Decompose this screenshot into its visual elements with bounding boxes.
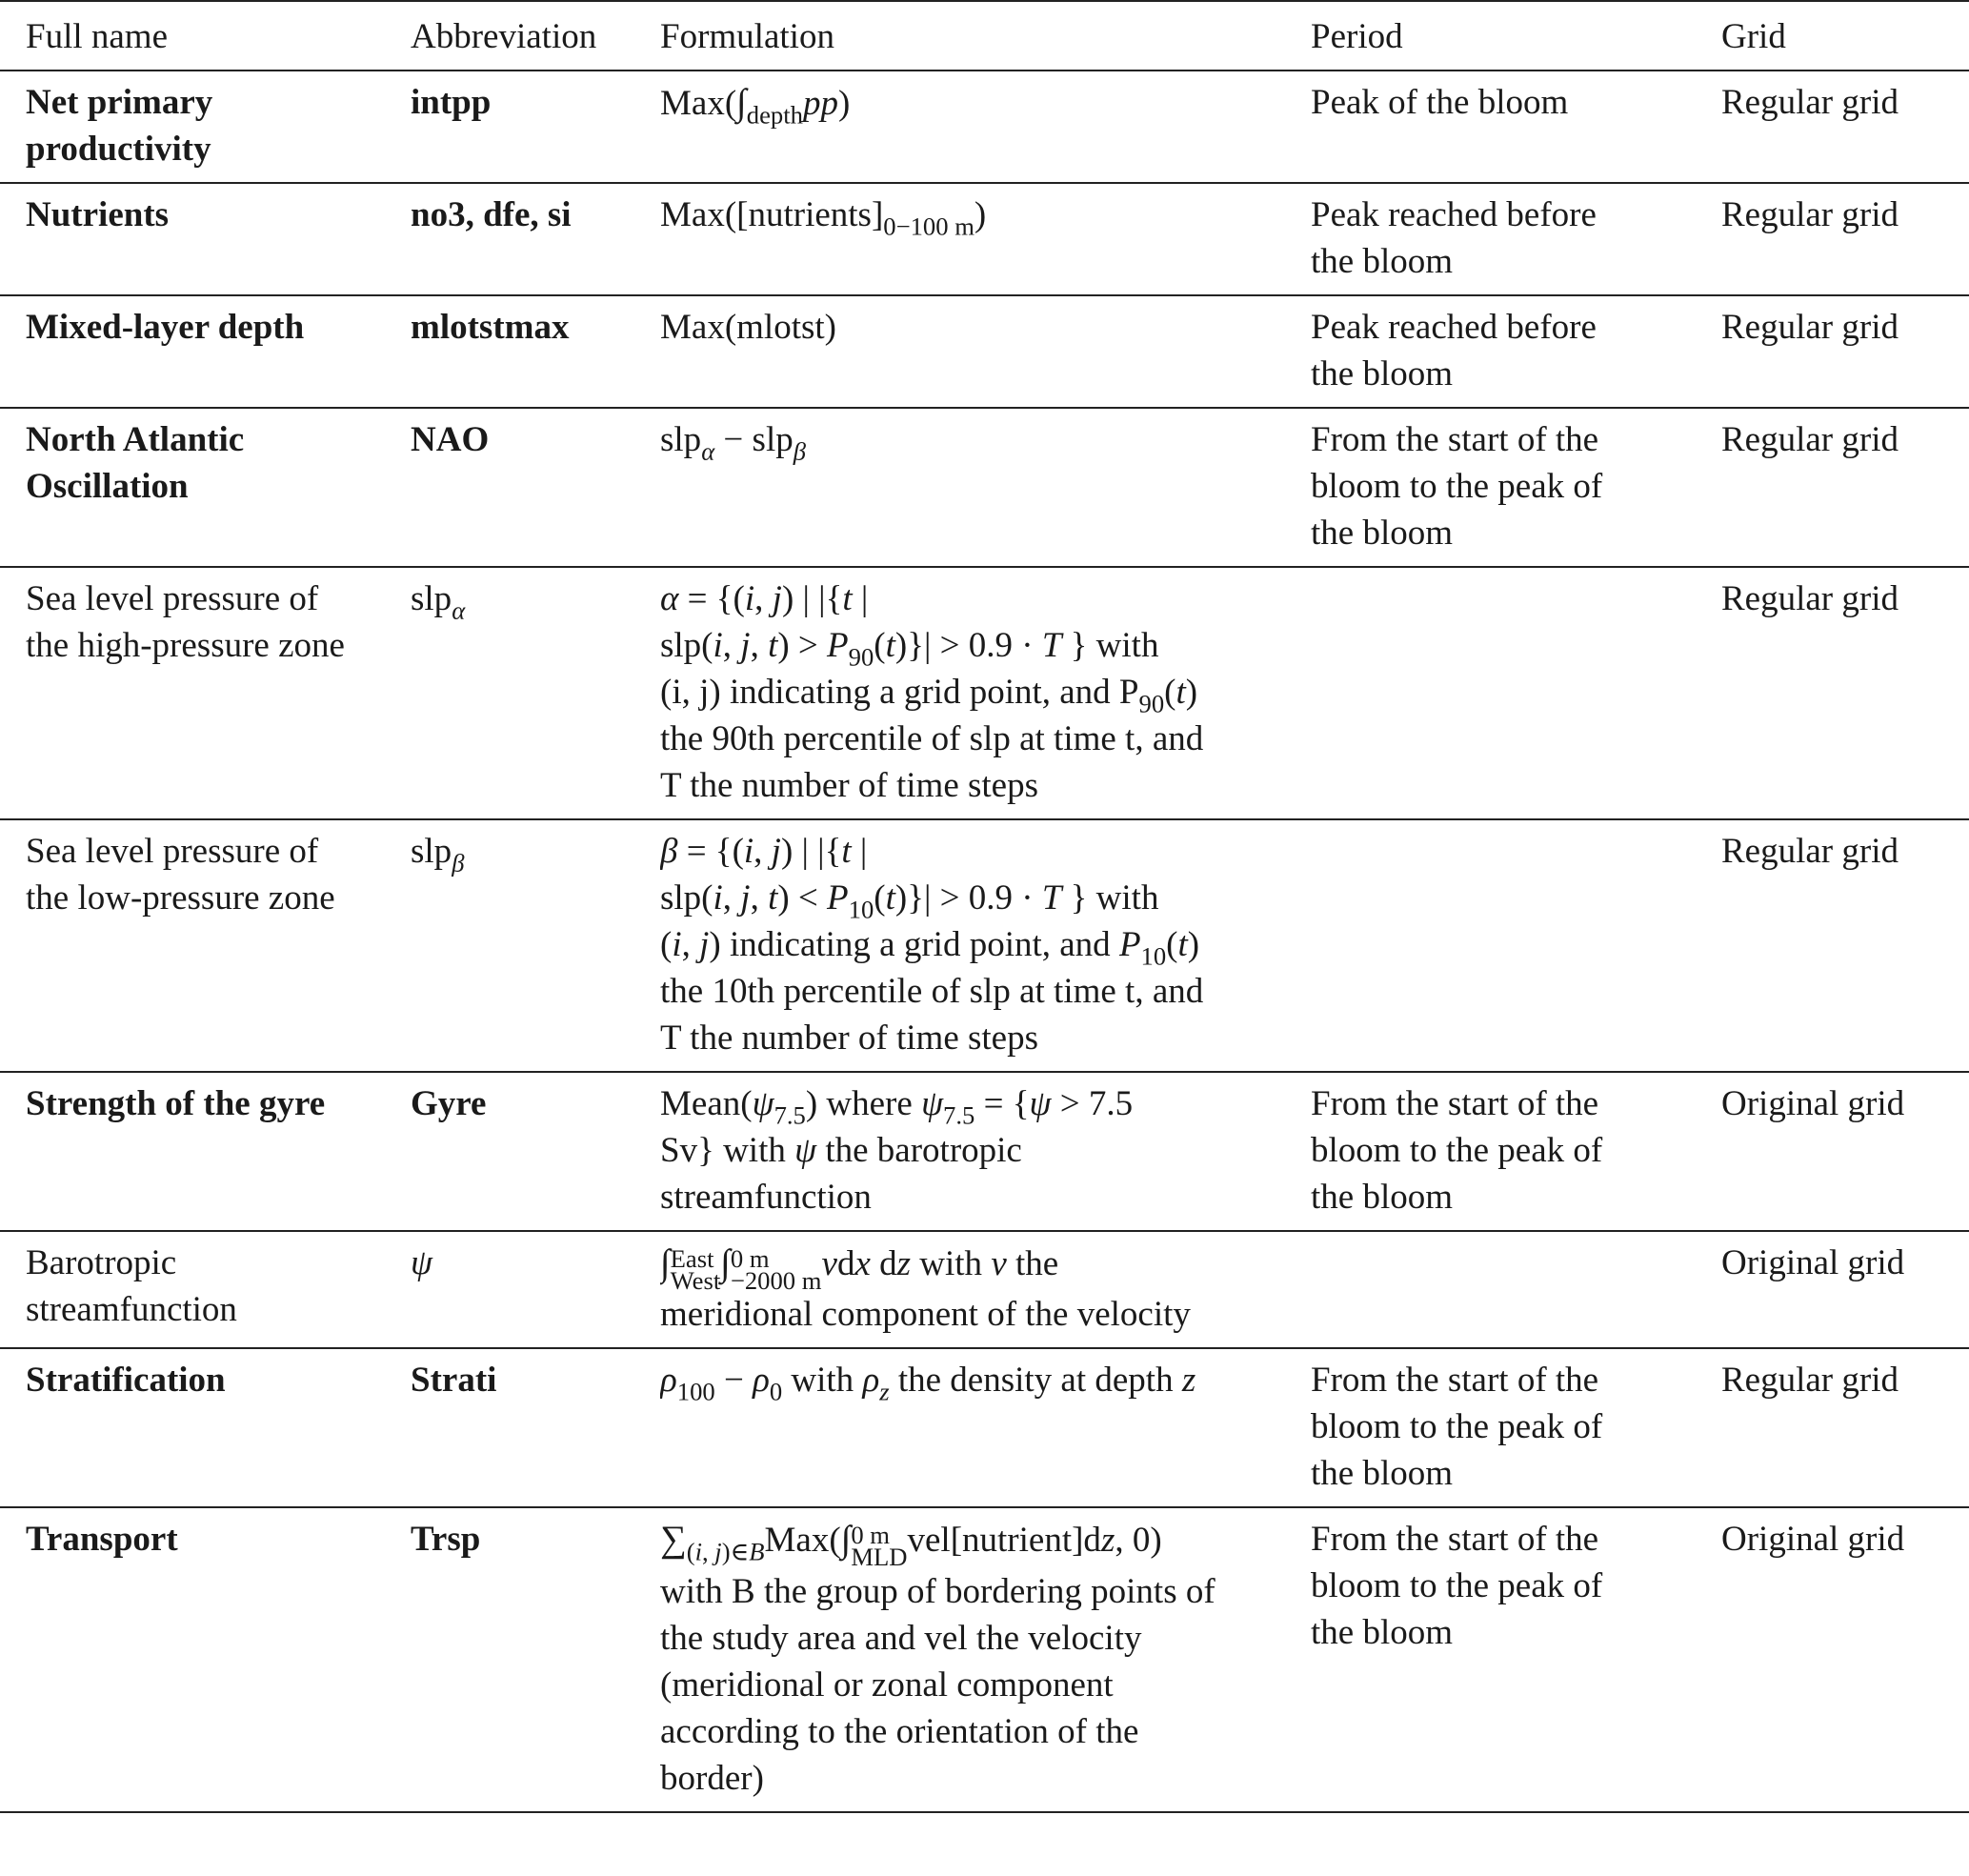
period-cell xyxy=(1311,819,1721,1072)
full-name-cell: North Atlantic Oscillation xyxy=(0,408,411,567)
table-row xyxy=(0,295,1969,408)
grid-cell: Regular grid xyxy=(1721,819,1969,1072)
period-cell: From the start of the bloom to the peak of the bloom xyxy=(1311,408,1721,567)
full-name-cell: Transport xyxy=(0,1507,411,1811)
full-name-cell: Net primary productivity xyxy=(0,71,411,183)
grid-cell: Regular grid xyxy=(1721,567,1969,819)
abbreviation-cell: slp$_\alpha$ xyxy=(411,567,660,819)
period-cell: Peak reached before the bloom xyxy=(1311,295,1721,408)
header-period: Period xyxy=(1311,1,1721,71)
full-name-cell: Barotropic streamfunction xyxy=(0,1231,411,1348)
table-row xyxy=(0,71,1969,183)
grid-cell: Regular grid xyxy=(1721,295,1969,408)
formulation-cell: $Mean(\psi_{7.5})$ where $\psi_{7.5} = \{\psi > 7.5$ Sv} with ψ the barotropic streamfunction xyxy=(660,1072,1311,1231)
grid-cell: Regular grid xyxy=(1721,408,1969,567)
table-row xyxy=(0,1348,1969,1507)
full-name-cell: Strength of the gyre xyxy=(0,1072,411,1231)
header-full-name: Full name xyxy=(0,1,411,71)
full-name-cell: Nutrients xyxy=(0,183,411,295)
table-row xyxy=(0,183,1969,295)
full-name-cell: Mixed-layer depth xyxy=(0,295,411,408)
formulation-cell: $Max([nutrients]_{0-100 m})$ xyxy=(660,183,1311,295)
period-cell: Peak reached before the bloom xyxy=(1311,183,1721,295)
period-cell: From the start of the bloom to the peak of the bloom xyxy=(1311,1507,1721,1811)
grid-cell: Original grid xyxy=(1721,1231,1969,1348)
header-abbreviation: Abbreviation xyxy=(411,1,660,71)
formulation-cell: Max(mlotst) xyxy=(660,295,1311,408)
table-row xyxy=(0,567,1969,819)
header-row xyxy=(0,1,1969,71)
period-cell: From the start of the bloom to the peak of the bloom xyxy=(1311,1072,1721,1231)
abbreviation-cell: NAO xyxy=(411,408,660,567)
formulation-cell: $\sum_{(i, j)\in B}Max(\int$ 0 m MLD vel[nutrient]dz, 0) with B the group of bordering points of the study area and vel the velocity (meridional or zonal component according to the orientation of the border) xyxy=(660,1507,1311,1811)
header-formulation: Formulation xyxy=(660,1,1311,71)
abbreviation-cell: slp$_\beta$ xyxy=(411,819,660,1072)
formulation-cell: slp$_\alpha$ − slp$_\beta$ xyxy=(660,408,1311,567)
abbreviation-cell: Strati xyxy=(411,1348,660,1507)
abbreviation-cell: mlotstmax xyxy=(411,295,660,408)
full-name-cell: Sea level pressure of the high-pressure zone xyxy=(0,567,411,819)
table-row xyxy=(0,1231,1969,1348)
formulation-cell: $Max(\int_{depth}pp)$ xyxy=(660,71,1311,183)
period-cell xyxy=(1311,1231,1721,1348)
abbreviation-cell: Gyre xyxy=(411,1072,660,1231)
formulation-cell: α = {(i, j) | |{t | slp(i, j, $t) > P_{90}(t)\}| > 0.9 \cdot T$ } with (i, j) indicating a grid point, and $P_{90}(t)$ the 90th percentile of slp at time t, and T the number of time steps xyxy=(660,567,1311,819)
header-grid: Grid xyxy=(1721,1,1969,71)
period-cell xyxy=(1311,567,1721,819)
grid-cell: Regular grid xyxy=(1721,71,1969,183)
period-cell: Peak of the bloom xyxy=(1311,71,1721,183)
table-row xyxy=(0,1507,1969,1811)
formulation-cell: β = {(i, j) | |{t | slp(i, j, $t) < P_{10}(t)\}| > 0.9 \cdot T$ } with (i, j) indicating a grid point, and $P_{10}(t)$ the 10th percentile of slp at time t, and T the number of time steps xyxy=(660,819,1311,1072)
grid-cell: Original grid xyxy=(1721,1072,1969,1231)
grid-cell: Regular grid xyxy=(1721,183,1969,295)
abbreviation-cell: Trsp xyxy=(411,1507,660,1811)
abbreviation-cell: no3, dfe, si xyxy=(411,183,660,295)
table-row xyxy=(0,1072,1969,1231)
grid-cell: Regular grid xyxy=(1721,1348,1969,1507)
grid-cell: Original grid xyxy=(1721,1507,1969,1811)
abbreviation-cell: ψ xyxy=(411,1231,660,1348)
table-row xyxy=(0,819,1969,1072)
formulation-cell: $\rho_{100} - \rho_0$ with $\rho_z$ the density at depth z xyxy=(660,1348,1311,1507)
full-name-cell: Sea level pressure of the low-pressure zone xyxy=(0,819,411,1072)
table-row xyxy=(0,408,1969,567)
abbreviation-cell: intpp xyxy=(411,71,660,183)
period-cell: From the start of the bloom to the peak of the bloom xyxy=(1311,1348,1721,1507)
full-name-cell: Stratification xyxy=(0,1348,411,1507)
formulation-cell: ∫ East West ∫ 0 m −2000 m vdx dz with v the meridional component of the velocity xyxy=(660,1231,1311,1348)
